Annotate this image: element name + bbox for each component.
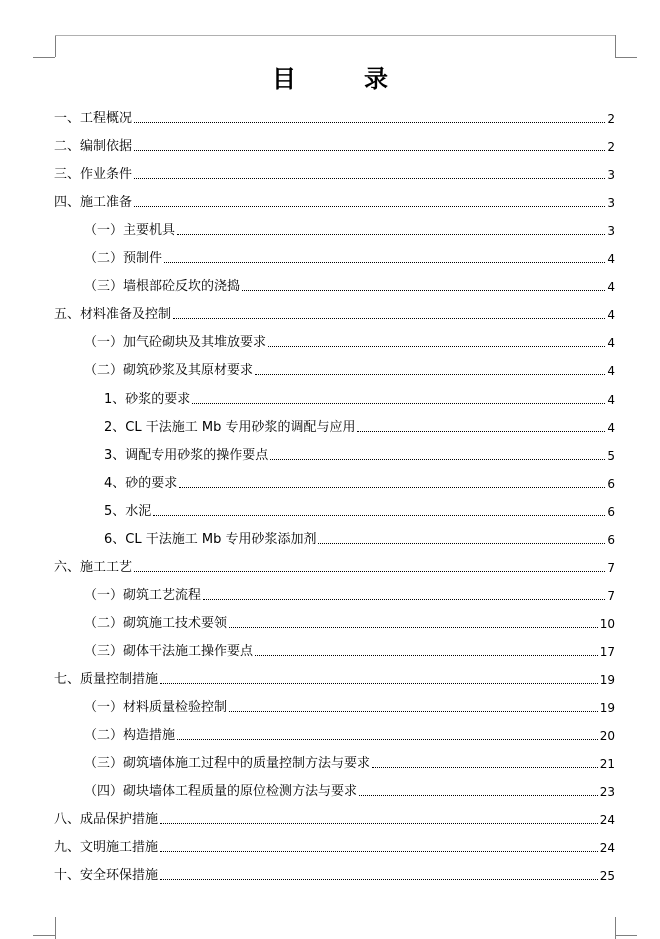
toc-page-number: 25 (599, 869, 615, 884)
toc-entry[interactable] (54, 183, 615, 211)
toc-page-number: 21 (599, 757, 615, 772)
toc-page-number: 6 (607, 476, 615, 491)
toc-dot-leader (270, 459, 605, 460)
toc-dot-leader (192, 403, 605, 404)
toc-entry[interactable] (104, 380, 615, 408)
toc-entry[interactable] (84, 576, 615, 604)
toc-entry-label: （三）砌筑墙体施工过程中的质量控制方法与要求 (84, 756, 371, 772)
crop-mark (33, 57, 55, 58)
toc-page-number: 6 (607, 504, 615, 519)
toc-entry-label: （二）砌筑施工技术要领 (84, 615, 228, 631)
toc-dot-leader (134, 571, 605, 572)
toc-entry[interactable] (54, 856, 615, 884)
toc-dot-leader (164, 262, 605, 263)
toc-dot-leader (242, 290, 605, 291)
toc-page-number: 2 (607, 140, 615, 155)
toc-entry[interactable] (84, 351, 615, 379)
toc-entry[interactable] (84, 604, 615, 632)
toc-dot-leader (177, 739, 598, 740)
toc-dot-leader (134, 178, 605, 179)
toc-page-number: 3 (607, 224, 615, 239)
toc-dot-leader (203, 599, 605, 600)
toc-entry[interactable] (84, 323, 615, 351)
toc-dot-leader (179, 487, 605, 488)
toc-entry-label: （一）材料质量检验控制 (84, 700, 228, 716)
toc-entry[interactable] (104, 492, 615, 520)
toc-page-number: 7 (607, 560, 615, 575)
toc-dot-leader (160, 851, 598, 852)
toc-entry[interactable] (84, 267, 615, 295)
toc-page-number: 5 (607, 448, 615, 463)
toc-page-number: 23 (599, 785, 615, 800)
toc-entry-label: 1、砂浆的要求 (104, 391, 191, 407)
toc-dot-leader (372, 767, 598, 768)
toc-page-number: 20 (599, 729, 615, 744)
toc-entry-label: 3、调配专用砂浆的操作要点 (104, 447, 269, 463)
toc-dot-leader (268, 346, 605, 347)
toc-entry-label: 二、编制依据 (54, 139, 133, 155)
toc-entry[interactable] (84, 716, 615, 744)
toc-page-number: 4 (607, 364, 615, 379)
toc-dot-leader (255, 374, 605, 375)
toc-entry[interactable] (104, 436, 615, 464)
toc-dot-leader (173, 318, 605, 319)
toc-page-number: 19 (599, 673, 615, 687)
toc-entry[interactable] (104, 464, 615, 492)
toc-entry[interactable] (84, 688, 615, 716)
toc-dot-leader (134, 206, 605, 207)
toc-entry-label: 六、施工工艺 (54, 559, 133, 575)
toc-dot-leader (255, 655, 598, 656)
crop-mark (615, 935, 637, 936)
page-top-border (55, 35, 615, 36)
toc-entry-label: 5、水泥 (104, 503, 152, 519)
toc-entry-label: （四）砌块墙体工程质量的原位检测方法与要求 (84, 784, 358, 800)
toc-entry-label: 八、成品保护措施 (54, 812, 159, 828)
toc-page-number: 3 (607, 196, 615, 211)
toc-page-number: 2 (607, 112, 615, 126)
toc-title: 目 录 (272, 64, 410, 93)
toc-dot-leader (357, 431, 605, 432)
toc-entry-label: 十、安全环保措施 (54, 868, 159, 884)
toc-dot-leader (160, 683, 598, 684)
toc-entry-label: 七、质量控制措施 (54, 672, 159, 687)
toc-entry[interactable] (54, 828, 615, 856)
toc-page-number: 6 (607, 532, 615, 547)
toc-entry[interactable] (84, 211, 615, 239)
crop-mark (615, 57, 637, 58)
toc-entry-label: （三）墙根部砼反坎的浇捣 (84, 279, 241, 295)
toc-page-number: 7 (607, 588, 615, 603)
toc-page-number: 24 (599, 813, 615, 828)
toc-dot-leader (160, 823, 598, 824)
toc-entry-label: 四、施工准备 (54, 195, 133, 211)
toc-dot-leader (160, 879, 598, 880)
crop-mark (615, 917, 616, 939)
toc-entry-label: 一、工程概况 (54, 111, 133, 126)
toc-dot-leader (134, 122, 605, 123)
toc-entry[interactable] (104, 520, 615, 548)
toc-page-number: 10 (599, 616, 615, 631)
toc-entry-label: 九、文明施工措施 (54, 840, 159, 856)
toc-entry-label: 2、CL 干法施工 Mb 专用砂浆的调配与应用 (104, 419, 356, 435)
toc-entry-label: （一）砌筑工艺流程 (84, 587, 202, 603)
toc-entry[interactable] (54, 295, 615, 323)
toc-dot-leader (359, 795, 598, 796)
crop-mark (55, 35, 56, 57)
toc-entry[interactable] (84, 632, 615, 660)
toc-page-number: 4 (607, 252, 615, 267)
toc-page-number: 4 (607, 420, 615, 435)
toc-entry[interactable] (84, 772, 615, 800)
toc-entry-label: 4、砂的要求 (104, 475, 178, 491)
toc-dot-leader (177, 234, 605, 235)
toc-page-number: 3 (607, 168, 615, 183)
toc-page-number: 4 (607, 280, 615, 295)
toc-entry-label: （三）砌体干法施工操作要点 (84, 643, 254, 659)
toc-entry[interactable] (54, 660, 615, 688)
toc-page-number: 4 (607, 308, 615, 323)
toc-entry[interactable] (54, 548, 615, 576)
toc-entry[interactable] (104, 408, 615, 436)
toc-page-number: 4 (607, 336, 615, 351)
toc-entry-label: （二）预制件 (84, 251, 163, 267)
toc-dot-leader (229, 627, 598, 628)
toc-entry-label: （一）主要机具 (84, 223, 176, 239)
crop-mark (33, 935, 55, 936)
toc-entry[interactable] (84, 239, 615, 267)
crop-mark (55, 917, 56, 939)
toc-entry[interactable] (54, 800, 615, 828)
toc-entry-label: （二）砌筑砂浆及其原材要求 (84, 363, 254, 379)
toc-entry[interactable] (54, 155, 615, 183)
toc-page-number: 4 (607, 392, 615, 407)
toc-dot-leader (229, 711, 598, 712)
toc-page-number: 19 (599, 701, 615, 716)
toc-page-number: 24 (599, 841, 615, 856)
toc-entry[interactable] (54, 99, 615, 127)
toc-entry-label: （一）加气砼砌块及其堆放要求 (84, 335, 267, 351)
toc-entry-label: （二）构造措施 (84, 728, 176, 744)
toc-entry[interactable] (54, 127, 615, 155)
toc-dot-leader (134, 150, 605, 151)
toc-entry-label: 五、材料准备及控制 (54, 307, 172, 323)
crop-mark (615, 35, 616, 57)
toc-dot-leader (153, 515, 605, 516)
toc-entry[interactable] (84, 744, 615, 772)
toc-page-number: 17 (599, 644, 615, 659)
toc-entry-label: 6、CL 干法施工 Mb 专用砂浆添加剂 (104, 531, 317, 547)
toc-entry-label: 三、作业条件 (54, 167, 133, 183)
toc-dot-leader (318, 543, 605, 544)
